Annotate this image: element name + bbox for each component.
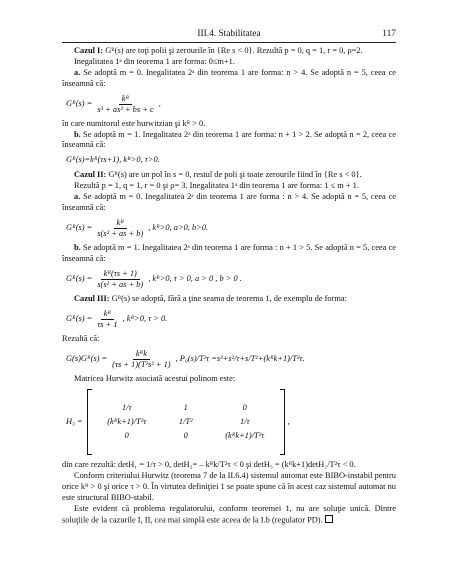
denominator: s(s² + as + b) (97, 279, 144, 289)
numerator: kᴿ (101, 309, 114, 320)
page-body (62, 46, 396, 526)
case3-result: Rezultă că: (62, 333, 100, 343)
case1-equation (66, 94, 396, 115)
case3-intro (62, 294, 396, 305)
matrix-cell: 1/τ (121, 403, 132, 413)
fraction (94, 269, 146, 290)
case2-b (62, 243, 396, 265)
eq-lhs: Gᴿ(s) = (66, 98, 93, 108)
case1-b-label: b. (74, 129, 81, 139)
case2-label: Cazul II: (74, 170, 107, 180)
numerator: kᴿ (114, 218, 127, 229)
case2-b-label: b. (74, 242, 81, 252)
matrix-cell: 0 (183, 431, 188, 441)
running-header (62, 29, 396, 43)
case2-b-text: Se adoptă m = 1. Inegalitatea 2ᵃ din teorema 1 are forma : n + 1 > 5. Se adoptă n = 5, ceea ce înseamnă că: (62, 242, 396, 263)
matrix-cell: 0 (124, 431, 129, 441)
eq-tail: , (158, 98, 161, 108)
case1-b (62, 130, 396, 152)
numerator: kᴿ(τs + 1) (101, 269, 140, 280)
case1-after: în care numitorul este hurwitzian şi kᴿ > 0. (62, 118, 206, 128)
eq-tail: , kᴿ>0, τ > 0, a > 0 , b > 0 . (148, 273, 242, 283)
right-bracket (280, 389, 285, 455)
hurwitz-intro: Matricea Hurwitz asociată acestui polinom este: (74, 373, 236, 383)
denominator: (τs + 1)(T²s² + 1) (112, 359, 171, 369)
case2-a (62, 192, 396, 214)
case2-line2: Rezultă p = 1, q = 1, r = 0 şi ρ= 3. Inegalitatea 1ᵃ din teorema 1 are forma: 1 ≤ m + 1. (74, 181, 359, 191)
numerator: kᴿk (133, 349, 150, 360)
eq-lhs: Gᴿ(s) = (66, 273, 93, 283)
conclusion-p3 (62, 504, 396, 526)
fraction (94, 218, 146, 239)
conclusion-p2: Conform criteriului Hurwitz (teorema 7 de la II.6.4) sistemul automat este BIBO-instabil pentru orice kᴿ > 0 şi orice τ > 0. În virtutea definiţiei 1 se poate spune că în acest caz sistemul automat nu este structural BIBO-stabil. (62, 471, 396, 503)
end-of-proof-box (325, 515, 333, 523)
fraction (109, 349, 173, 370)
eq-lhs: Gᴿ(s) = (66, 313, 93, 323)
case1-line2: Inegalitatea 1ᵃ din teorema 1 are forma: 0≤m+1. (74, 56, 235, 66)
conclusion-p3-text: Este evident că problema regulatorului, conform teoremei 1, nu are soluţie unică. Dintre soluţiile de la cazurile I, II, cea mai simplă este aceea de la I.b (regulator PD). (62, 504, 396, 525)
case3-label: Cazul III: (74, 293, 110, 303)
case1-b-text: Se adoptă m = 1. Inegalitatea 2ᵃ din teorema 1 are forma: n + 1 > 2. Se adoptă n = 2, ceea ce înseamnă că: (62, 129, 396, 150)
numerator: kᴿ (119, 94, 132, 105)
case2-equation-1 (66, 218, 396, 239)
case1-a-text: Se adoptă m = 0. Inegalitatea 2ᵃ din teorema 1 are forma: n > 4. Se adoptă n = 5, ceea ce înseamnă că: (62, 67, 396, 88)
matrix-cell: (kᴿk+1)/T²τ (225, 431, 265, 441)
matrix-cell: 1/τ (239, 417, 250, 427)
case2-a-text: Se adoptă m = 0. Inegalitatea 2ᵃ din teorema 1 are forma : n > 4. Se adoptă n = 5, ceea ce înseamnă că: (62, 192, 396, 212)
eq-lhs: G(s)Gᴿ(s) = (66, 353, 108, 363)
matrix-cell: 1/T² (178, 417, 193, 427)
matrix-grid (92, 403, 280, 441)
eq-tail: , kᴿ>0, a>0, b>0. (148, 222, 209, 232)
matrix-cell: 1 (183, 403, 188, 413)
case2-intro (62, 170, 396, 181)
case2-intro-text: Gᴿ(s) are un pol în s = 0, restul de poli şi toate zerourile fiind în {Re s < 0}. (106, 170, 362, 180)
section-title: III.4. Stabilitatea (197, 29, 261, 39)
case2-equation-2 (66, 269, 396, 290)
denominator: s(s² + as + b) (97, 228, 144, 238)
conclusion-p1: din care rezultă: detH₁ = 1/τ > 0, detH₂= – kᴿk/T²τ < 0 şi detH₃ = (kᴿk+1)detH₂/T²τ < 0. (62, 460, 356, 470)
case3-equation-2 (66, 349, 396, 370)
case1-equation-2: Gᴿ(s)=kᴿ(τs+1), kᴿ>0, τ>0. (66, 155, 160, 165)
case1-label: Cazul I: (74, 46, 104, 55)
matrix-cell: (kᴿk+1)/T²τ (107, 417, 147, 427)
matrix-label: H₃ = (66, 416, 83, 426)
denominator: τs + 1 (97, 319, 118, 329)
case3-equation-1 (66, 309, 396, 330)
denominator: s³ + as² + bs + c (97, 104, 154, 114)
case1-a (62, 68, 396, 90)
eq-tail: , kᴿ>0, τ > 0. (122, 313, 168, 323)
eq-lhs: Gᴿ(s) = (66, 222, 93, 232)
fraction (94, 94, 156, 115)
case1-intro (62, 46, 396, 57)
fraction (94, 309, 120, 330)
case2-a-label: a. (74, 192, 81, 202)
hurwitz-matrix (66, 389, 396, 455)
matrix-tail: , (287, 416, 290, 426)
case3-intro-text: Gᴿ(s) se adoptă, fără a ţine seama de teorema 1, de exemplu de forma: (109, 293, 347, 303)
case1-intro-text: Gᴿ(s) are toţi polii şi zerourile în {Re s < 0}. Rezultă p = 0, q = 1, r = 0, ρ=2. (103, 46, 363, 55)
eq-tail: , P₀(s)/T²τ =s³+s²/τ+s/T²+(kᴿk+1)/T²τ. (175, 353, 305, 363)
case1-a-label: a. (74, 67, 81, 77)
matrix-cell: 0 (242, 403, 247, 413)
page-number: 117 (382, 29, 396, 39)
